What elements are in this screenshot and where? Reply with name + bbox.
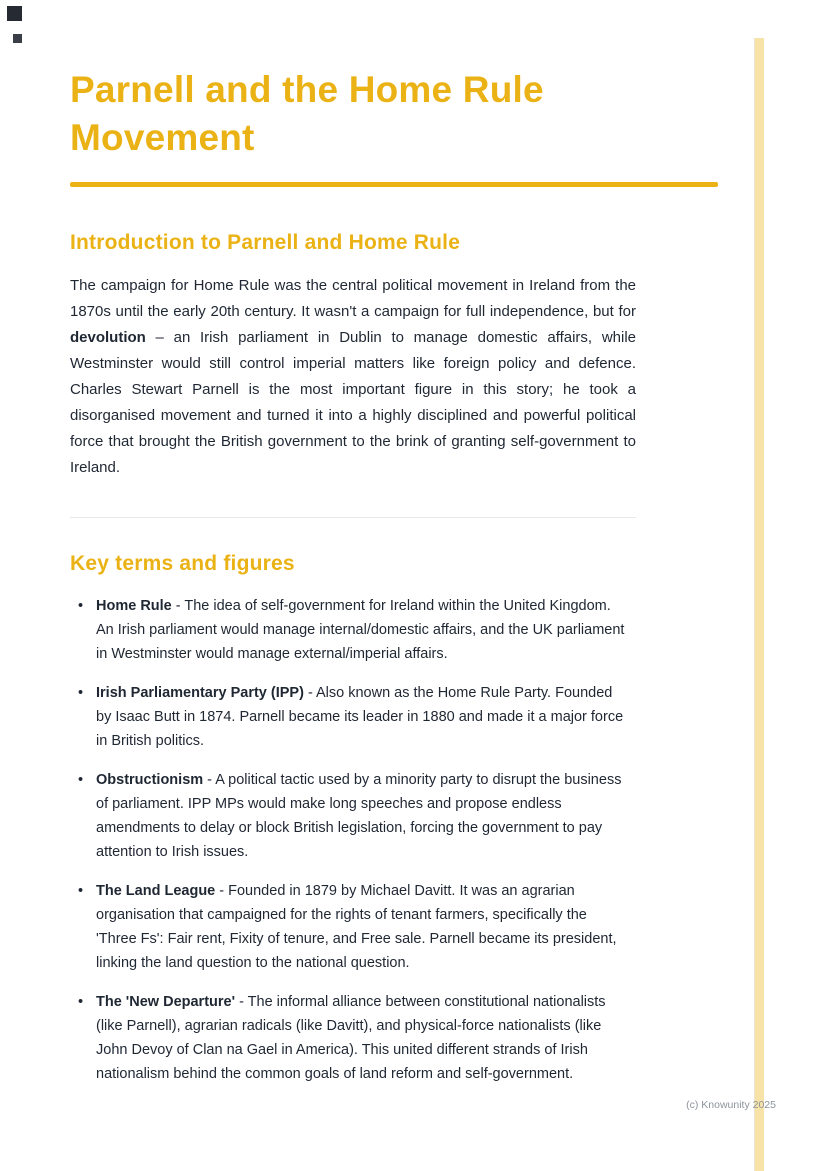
footer-credit: (c) Knowunity 2025 — [686, 1099, 776, 1111]
term-description: - The informal alliance between constitutional nationalists (like Parnell), agrarian radicals (like Davitt), and physical-force nationalists (like John Devoy of Clan na Gael in America). This united different strands of Irish nationalism behind the common goals of land reform and self-government. — [96, 994, 606, 1082]
document-content — [70, 66, 718, 1101]
corner-mark-small-icon — [13, 34, 22, 43]
term-label: Home Rule — [96, 598, 172, 614]
term-label: The Land League — [96, 883, 216, 899]
intro-text-after: – an Irish parliament in Dublin to manage domestic affairs, while Westminster would still control imperial matters like foreign policy and defence. Charles Stewart Parnell is the most important figure in this story; he took a disorganised movement and turned it into a highly disciplined and powerful political force that brought the British government to the brink of granting self-government to Ireland. — [70, 329, 636, 476]
bullet-icon: • — [78, 883, 84, 899]
term-label: The 'New Departure' — [96, 994, 236, 1010]
term-description: - A political tactic used by a minority party to disrupt the business of parliament. IPP MPs would make long speeches and propose endless amendments to delay or block British legislation, forcing the government to pay attention to Irish issues. — [96, 772, 622, 860]
bullet-icon: • — [78, 598, 84, 614]
bullet-icon: • — [78, 772, 84, 788]
term-description: - Founded in 1879 by Michael Davitt. It was an agrarian organisation that campaigned for the rights of tenant farmers, specifically the 'Three Fs': Fair rent, Fixity of tenure, and Free sale. Parnell became its president, linking the land question to the national question. — [96, 883, 617, 971]
list-item — [70, 681, 630, 753]
list-item — [70, 879, 630, 975]
bold-term-devolution: devolution — [70, 329, 146, 346]
section-heading-key-terms: Key terms and figures — [70, 552, 295, 575]
term-label: Irish Parliamentary Party (IPP) — [96, 685, 304, 701]
intro-text-before: The campaign for Home Rule was the central political movement in Ireland from the 1870s until the early 20th century. It wasn't a campaign for full independence, but for — [70, 277, 636, 320]
list-item — [70, 990, 630, 1086]
page-title: Parnell and the Home Rule Movement — [70, 69, 544, 158]
title-underline-rule — [70, 182, 718, 187]
term-description: - Also known as the Home Rule Party. Founded by Isaac Butt in 1874. Parnell became its leader in 1880 and made it a major force in British politics. — [96, 685, 624, 749]
corner-mark-icon — [7, 6, 22, 21]
term-label: Obstructionism — [96, 772, 204, 788]
bullet-icon: • — [78, 685, 84, 701]
term-description: - The idea of self-government for Ireland within the United Kingdom. An Irish parliament would manage internal/domestic affairs, and the UK parliament in Westminster would manage external/imperial affairs. — [96, 598, 625, 662]
page-edge-highlight-strip — [755, 38, 764, 1171]
intro-paragraph — [70, 273, 636, 481]
section-heading-introduction: Introduction to Parnell and Home Rule — [70, 231, 461, 254]
bullet-icon: • — [78, 994, 84, 1010]
section-divider — [70, 517, 636, 518]
key-terms-list — [70, 594, 630, 1086]
list-item — [70, 594, 630, 666]
list-item — [70, 768, 630, 864]
